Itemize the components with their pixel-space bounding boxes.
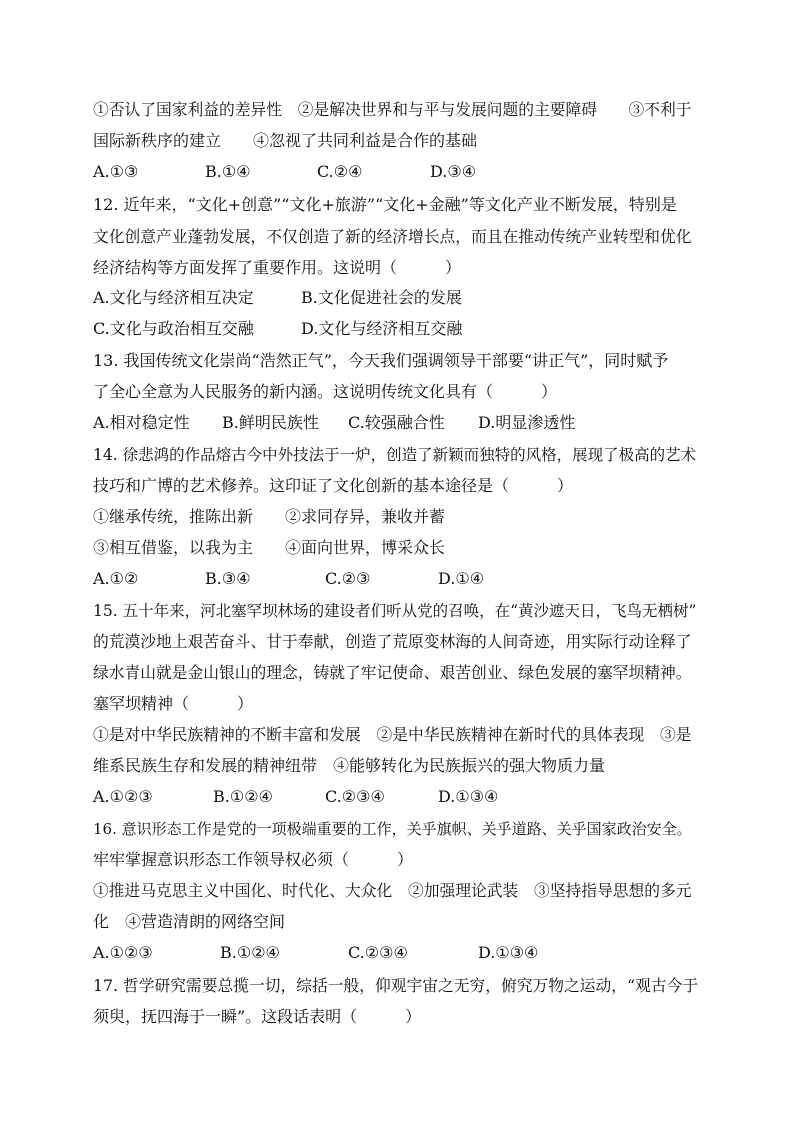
q14-stem-line-1: 14. 徐悲鸿的作品熔古今中外技法于一炉，创造了新颖而独特的风格，展现了极高的艺术 [93, 446, 697, 464]
q12-stem-line-1: 12. 近年来，“文化+创意”“文化+旅游”“文化+金融”等文化产业不断发展，特别是 [93, 195, 677, 214]
q13-option-d[interactable]: D.明显渗透性 [478, 413, 576, 432]
q16-option-a[interactable]: A.①②③ [93, 943, 153, 962]
q13-stem-line-2: 了全心全意为人民服务的新内涵。这说明传统文化具有（ ） [93, 382, 558, 401]
q13-option-a[interactable]: A.相对稳定性 [93, 413, 190, 432]
q12-option-d[interactable]: D.文化与经济相互交融 [301, 319, 463, 338]
q11-option-b[interactable]: B.①④ [205, 162, 251, 181]
q14-option-d[interactable]: D.①④ [438, 569, 485, 588]
q16-option-d[interactable]: D.①③④ [478, 943, 539, 962]
q15-stem-line-3: 绿水青山就是金山银山的理念，铸就了牢记使命、艰苦创业、绿色发展的塞罕坝精神。 [93, 663, 692, 682]
q15-stem-line-1: 15. 五十年来，河北塞罕坝林场的建设者们听从党的召唤，在“黄沙遮天日，飞鸟无栖树” [93, 602, 697, 620]
q15-option-a[interactable]: A.①②③ [93, 787, 153, 806]
q16-statements-line-2: 化 ④营造清朗的网络空间 [93, 912, 286, 931]
q15-stem-line-4: 塞罕坝精神（ ） [93, 694, 254, 713]
q11-option-a[interactable]: A.①③ [93, 162, 139, 181]
q14-statements-line-2: ③相互借鉴，以我为主 ④面向世界，博采众长 [93, 538, 446, 557]
q14-option-c[interactable]: C.②③ [325, 569, 371, 588]
q12-option-c[interactable]: C.文化与政治相互交融 [93, 319, 254, 338]
q16-stem-line-2: 牢牢掌握意识形态工作领导权必须（ ） [93, 850, 414, 869]
q12-stem-line-3: 经济结构等方面发挥了重要作用。这说明（ ） [93, 258, 462, 277]
q16-option-c[interactable]: C.②③④ [348, 943, 408, 962]
q13-option-b[interactable]: B.鲜明民族性 [222, 413, 319, 432]
q15-stem-line-2: 的荒漠沙地上艰苦奋斗、甘于奉献，创造了荒原变林海的人间奇迹，用实际行动诠释了 [93, 632, 692, 651]
q16-stem-line-1: 16. 意识形态工作是党的一项极端重要的工作，关乎旗帜、关乎道路、关乎国家政治安全。 [93, 820, 692, 838]
q11-option-c[interactable]: C.②④ [317, 162, 363, 181]
q16-statements-line-1: ①推进马克思主义中国化、时代化、大众化 ②加强理论武装 ③坚持指导思想的多元 [93, 881, 692, 900]
q11-statements-line-2: 国际新秩序的建立 ④忽视了共同利益是合作的基础 [93, 131, 478, 150]
q12-option-a[interactable]: A.文化与经济相互决定 [93, 288, 254, 307]
q17-stem-line-1: 17. 哲学研究需要总揽一切，综括一般，仰观宇宙之无穷，俯究万物之运动，“观古今于 [93, 976, 699, 995]
q13-option-c[interactable]: C.较强融合性 [348, 413, 445, 432]
q13-stem-line-1: 13. 我国传统文化崇尚“浩然正气”，今天我们强调领导干部要“讲正气”，同时赋予 [93, 351, 669, 370]
q14-option-a[interactable]: A.①② [93, 569, 139, 588]
q11-statements-line-1: ①否认了国家利益的差异性 ②是解决世界和与平与发展问题的主要障碍 ③不利于 [93, 100, 692, 119]
q15-statements-line-2: 维系民族生存和发展的精神纽带 ④能够转化为民族振兴的强大物质力量 [93, 756, 606, 775]
q15-statements-line-1: ①是对中华民族精神的不断丰富和发展 ②是中华民族精神在新时代的具体表现 ③是 [93, 725, 692, 744]
q12-option-b[interactable]: B.文化促进社会的发展 [301, 288, 462, 307]
q15-option-c[interactable]: C.②③④ [325, 787, 385, 806]
q16-option-b[interactable]: B.①②④ [220, 943, 280, 962]
q15-option-d[interactable]: D.①③④ [438, 787, 499, 806]
q12-stem-line-2: 文化创意产业蓬勃发展，不仅创造了新的经济增长点，而且在推动传统产业转型和优化 [93, 227, 692, 246]
q14-option-b[interactable]: B.③④ [205, 569, 251, 588]
q11-option-d[interactable]: D.③④ [430, 162, 477, 181]
q15-option-b[interactable]: B.①②④ [213, 787, 273, 806]
q14-stem-line-2: 技巧和广博的艺术修养。这印证了文化创新的基本途径是（ ） [93, 476, 574, 495]
q17-stem-line-2: 须臾，抚四海于一瞬”。这段话表明（ ） [93, 1007, 422, 1026]
q14-statements-line-1: ①继承传统，推陈出新 ②求同存异，兼收并蓄 [93, 507, 446, 526]
